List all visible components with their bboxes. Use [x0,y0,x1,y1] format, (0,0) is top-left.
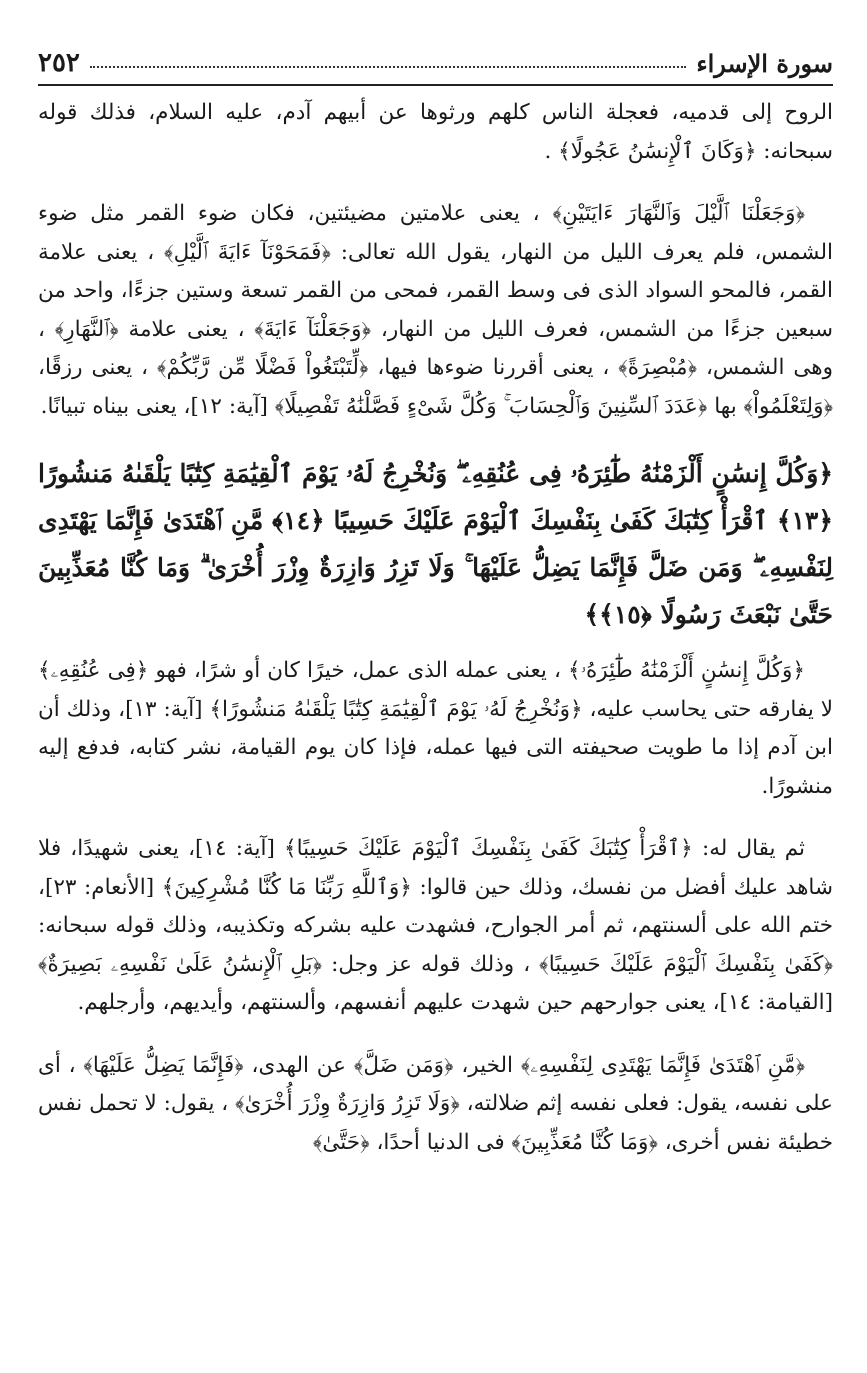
paragraph: ثم يقال له: ﴿ٱقْرَأْ كِتَٰبَكَ كَفَىٰ بِنَفْسِكَ ٱلْيَوْمَ عَلَيْكَ حَسِيبًا﴾ [آية: ١٤]، يعنى شهيدًا، فلا شاهد عليك أفضل من نفسك، وذلك حين قالوا: ﴿وَٱللَّهِ رَبِّنَا مَا كُنَّا مُشْرِكِينَ﴾ [الأنعام: ٢٣]، ختم الله على ألسنتهم، ثم أمر الجوارح، فشهدت عليه بشركه وتكذيبه، وذلك قوله سبحانه: ﴿كَفَىٰ بِنَفْسِكَ ٱلْيَوْمَ عَلَيْكَ حَسِيبًا﴾ ، وذلك قوله عز وجل: ﴿بَلِ ٱلْإِنسَٰنُ عَلَىٰ نَفْسِهِۦ بَصِيرَةٌ﴾ [القيامة: ١٤]، يعنى جوارحهم حين شهدت عليهم أنفسهم، وألسنتهم، وأيديهم، وأرجلهم. [38,836,833,1015]
paragraph: ﴿وَجَعَلْنَا ٱلَّيْلَ وَٱلنَّهَارَ ءَايَتَيْنِ﴾ ، يعنى علامتين مضيئتين، فكان ضوء القمر مثل ضوء الشمس، فلم يعرف الليل من النهار، يقول الله تعالى: ﴿فَمَحَوْنَآ ءَايَةَ ٱلَّيْلِ﴾ ، يعنى علامة القمر، فالمحو السواد الذى فى وسط القمر، فمحى من القمر تسعة وستين جزءًا، واحد من سبعين جزءًا من الشمس، فعرف الليل من النهار، ﴿وَجَعَلْنَآ ءَايَةَ﴾ ، يعنى علامة ﴿ٱلنَّهَارِ﴾ ، وهى الشمس، ﴿مُبْصِرَةً﴾ ، يعنى أقررنا ضوءها فيها، ﴿لِّتَبْتَغُواْ فَضْلًا مِّن رَّبِّكُمْ﴾ ، يعنى رزقًا، ﴿وَلِتَعْلَمُواْ﴾ بها ﴿عَدَدَ ٱلسِّنِينَ وَٱلْحِسَابَ ۚ وَكُلَّ شَىْءٍ فَصَّلْنَٰهُ تَفْصِيلًا﴾ [آية: ١٢]، يعنى بيناه تبيانًا. [38,201,833,419]
page-header [38,40,833,86]
paragraph-gap [38,820,833,830]
surah-title: سورة الإسراء [696,49,833,78]
quran-verse-block: ﴿وَكُلَّ إِنسَٰنٍ أَلْزَمْنَٰهُ طَٰٓئِرَهُۥ فِى عُنُقِهِۦ ۖ وَنُخْرِجُ لَهُۥ يَوْمَ ٱلْقِيَٰمَةِ كِتَٰبًا يَلْقَىٰهُ مَنشُورًا ﴿١٣﴾ ٱقْرَأْ كِتَٰبَكَ كَفَىٰ بِنَفْسِكَ ٱلْيَوْمَ عَلَيْكَ حَسِيبًا ﴿١٤﴾ مَّنِ ٱهْتَدَىٰ فَإِنَّمَا يَهْتَدِى لِنَفْسِهِۦ ۖ وَمَن ضَلَّ فَإِنَّمَا يَضِلُّ عَلَيْهَا ۚ وَلَا تَزِرُ وَازِرَةٌ وِزْرَ أُخْرَىٰ ۗ وَمَا كُنَّا مُعَذِّبِينَ حَتَّىٰ نَبْعَثَ رَسُولًا ﴿١٥﴾﴾ [38,459,833,629]
paragraph: ﴿مَّنِ ٱهْتَدَىٰ فَإِنَّمَا يَهْتَدِى لِنَفْسِهِۦ﴾ الخير، ﴿وَمَن ضَلَّ﴾ عن الهدى، ﴿فَإِنَّمَا يَضِلُّ عَلَيْهَا﴾ ، أى على نفسه، يقول: فعلى نفسه إثم ضلالته، ﴿وَلَا تَزِرُ وَازِرَةٌ وِزْرَ أُخْرَىٰ﴾ ، يقول: لا تحمل نفس خطيئة نفس أخرى، ﴿وَمَا كُنَّا مُعَذِّبِينَ﴾ فى الدنيا أحدًا، ﴿حَتَّىٰ﴾ [38,1052,833,1155]
paragraph: ﴿وَكُلَّ إِنسَٰنٍ أَلْزَمْنَٰهُ طَٰٓئِرَهُۥ﴾ ، يعنى عمله الذى عمل، خيرًا كان أو شرًا، فهو ﴿فِى عُنُقِهِۦ﴾ لا يفارقه حتى يحاسب عليه، ﴿وَنُخْرِجُ لَهُۥ يَوْمَ ٱلْقِيَٰمَةِ كِتَٰبًا يَلْقَىٰهُ مَنشُورًا﴾ [آية: ١٣]، وذلك أن ابن آدم إذا ما طويت صحيفته التى فيها عمله، فإذا كان يوم القيامة، نشر كتابه، فدفع إليه منشورًا. [38,658,833,799]
paragraph: الروح إلى قدميه، فعجلة الناس كلهم ورثوها عن أبيهم آدم، عليه السلام، فذلك قوله سبحانه: ﴿وَكَانَ ٱلْإِنسَٰنُ عَجُولًا﴾ . [38,100,833,164]
page-number: ٢٥٢ [38,48,80,78]
paragraph-gap [38,440,833,450]
page-content [38,94,833,1162]
paragraph-gap [38,1037,833,1047]
paragraph-gap [38,185,833,195]
header-dotted-leader [90,66,686,68]
